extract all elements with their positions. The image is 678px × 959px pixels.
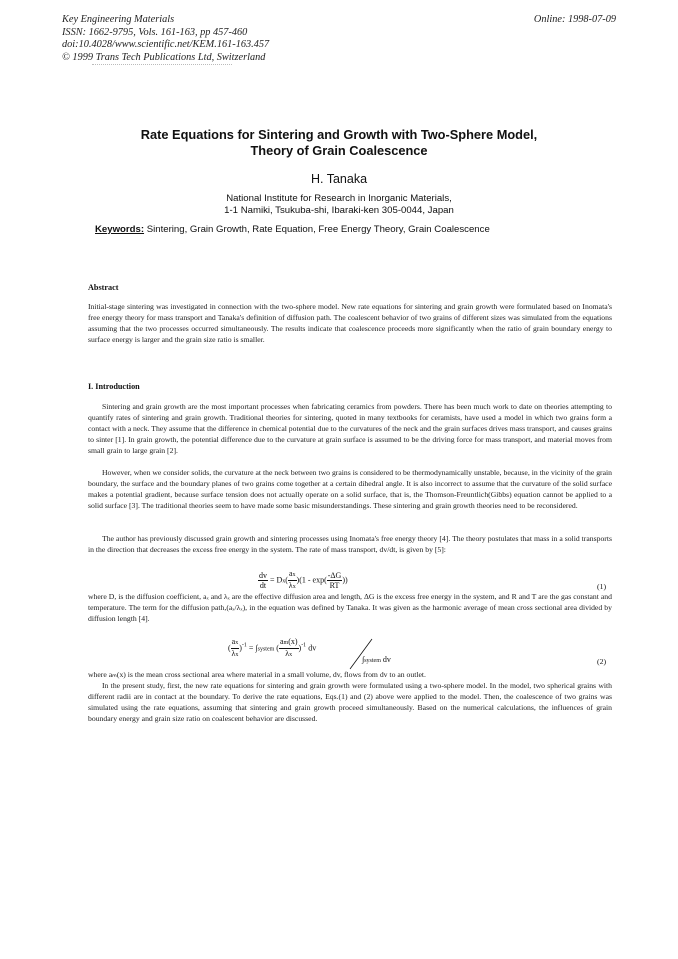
equation-1: $\frac{dv}{dt}$ = Dx( $\frac{ax}{\lambda x}$ )(1 - exp( $\frac{-\Delta G}{RT}$ )) [259,569,348,590]
title-line-1: Rate Equations for Sintering and Growth with Two-Sphere Model, [140,127,538,142]
keywords-label: Keywords: [95,224,145,235]
abstract-heading: Abstract [88,283,119,292]
keywords [95,224,615,235]
author: H. Tanaka [310,172,368,186]
abstract-text: Initial-stage sintering was investigated in connection with the two-sphere model. New rate equations for sintering and grain growth were formulated based on Inomata's free energy theory for mass transport and Tanaka's definition of diffusion path. The coalescent behavior of two grains of different sizes was simulated from the equations assuming that the two processes occurred simultaneously. The results indicate that coalescence proceeds more significantly when the ratio of grain boundary energy to surface energy is larger and the grain size ratio is smaller. [88,302,612,344]
copyright-line: © 1999 Trans Tech Publications Ltd, Switzerland [62,51,266,63]
title-line-2: Theory of Grain Coalescence [250,143,428,158]
journal-name: Key Engineering Materials [62,14,175,25]
final-paragraph: In the present study, first, the new rate equations for sintering and grain growth were formulated using a two-sphere model. In the model, two spherical grains with different radii are in contact at the boundary. To derive the rate equations, Eqs.(1) and (2) above were applied to the model. Then, the coalescence of two grains was simulated using the rate equations, assuming that sintering and grain growth proceed simultaneously. Based on the numerical calculations, the influences of grain boundary energy and grain size ratio on coalescent behavior are discussed. [88,681,612,723]
citation-block [62,14,269,64]
equation-2: ( $\frac{ax}{\lambda x}$ )$^{-1}$ = ∫system ( $\frac{am(x)}{\lambda x}$ )$^{-1}$ dv ∫system dv [228,631,398,673]
keywords-list: Sintering, Grain Growth, Rate Equation, Free Energy Theory, Grain Coalescence [146,224,490,235]
intro-heading: I. Introduction [88,382,140,391]
eq1-explanation: where D, is the diffusion coefficient, aₓ and λₓ are the effective diffusion area and length, ΔG is the excess free energy in the system, and R and T are the gas constant and temperature. The term for the diffusion path,(aₓ/λₓ), in the equation was defined by Tanaka. It was given as the harmonic average of mean cross sectional area divided by diffusion length [4]. [88,592,612,623]
equation-2-number: (2) [597,657,607,666]
intro-paragraph-1: Sintering and grain growth are the most important processes when fabricating ceramics from powders. There has been much work to date on theories attempting to quantify rates of sintering and grain growth. Traditional theories for sintering, quoted in many textbooks for ceramists, have used a model in which two grains form a contact with a neck. They assume that the difference in chemical potential due to the curvatures of the neck and the grain surfaces drives mass transport, and causes grains to sinter [1]. In grain growth, the potential difference due to the curvature at grain surface is assumed to be the driving force for mass transport, and material moves from small grain to large grain [2]. [88,402,612,455]
affiliation-line-2: 1-1 Namiki, Tsukuba-shi, Ibaraki-ken 305-0044, Japan [224,205,454,216]
intro-paragraph-2: However, when we consider solids, the curvature at the neck between two grains is considered to be thermodynamically unstable, because, in the vicinity of the grain boundary, the surface and the boundary planes of two grains come together at a certain dihedral angle. It is also incorrect to assume that the curvature of the solid surface makes a potential gradient, because surface tension does not actually operate on a solid surface, that is, the Thomson-Freuntlich(Gibbs) equation cannot be applied to a solid surface [3]. The traditional theories seem to have made some basic misunderstandings. These sintering and grain growth theories need to be reconsidered. [88,468,612,510]
affiliation-line-1: National Institute for Research in Inorganic Materials, [226,193,452,204]
paper-title [80,127,598,159]
division-slash [346,637,376,671]
eq2-explanation: where aₘ(x) is the mean cross sectional area where material in a small volume, dv, flows from dv to an outlet. [88,670,426,679]
faint-underline [92,64,232,68]
issn-line: ISSN: 1662-9795, Vols. 161-163, pp 457-460 [62,26,248,38]
equation-1-number: (1) [597,582,607,591]
affiliation [80,193,598,217]
online-date: Online: 1998-07-09 [533,14,616,25]
intro-paragraph-3: The author has previously discussed grain growth and sintering processes using Inomata's free energy theory [4]. The theory postulates that mass in a solid transports in the direction that decreases the excess free energy in the system. The rate of mass transport, dv/dt, is given by [5]: [88,534,612,554]
doi-line: doi:10.4028/www.scientific.net/KEM.161-163.457 [62,39,270,50]
